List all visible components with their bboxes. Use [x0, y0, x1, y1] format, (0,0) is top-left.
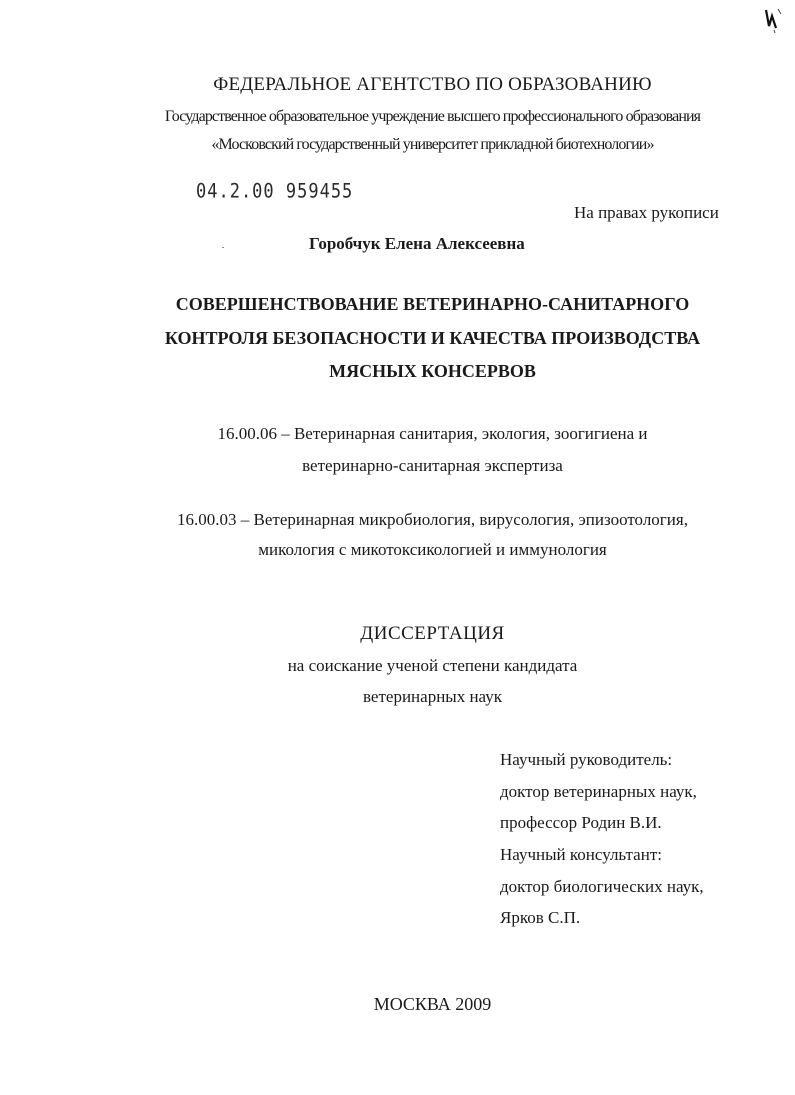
author-name: Горобчук Елена Алексеевна [309, 234, 525, 253]
thesis-title-line-3: МЯСНЫХ КОНСЕРВОВ [329, 361, 536, 381]
dissertation-label: ДИССЕРТАЦИЯ [360, 623, 505, 644]
supervisor-line: Ярков С.П. [500, 908, 581, 927]
supervisor-line: доктор биологических наук, [500, 877, 704, 896]
city-year: МОСКВА 2009 [373, 994, 492, 1014]
thesis-title-line-2: КОНТРОЛЯ БЕЗОПАСНОСТИ И КАЧЕСТВА ПРОИЗВОДСТВА [164, 328, 701, 348]
specialty-1-line-2: ветеринарно-санитарная экспертиза [302, 456, 563, 475]
registration-stamp: 04.2.00 959455 [196, 180, 354, 204]
specialty-1-line-1: 16.00.06 – Ветеринарная санитария, экология, зоогигиена и [217, 424, 648, 443]
institution-line: Государственное образовательное учреждение высшего профессионального образования [164, 108, 701, 125]
agency-heading: ФЕДЕРАЛЬНОЕ АГЕНТСТВО ПО ОБРАЗОВАНИЮ [213, 74, 652, 95]
supervisor-line: доктор ветеринарных наук, [500, 782, 697, 801]
rights-note: На правах рукописи [574, 203, 719, 222]
degree-line-2: ветеринарных наук [363, 687, 502, 706]
university-line: «Московский государственный университет прикладной биотехнологии» [211, 136, 654, 153]
supervisor-line: профессор Родин В.И. [500, 813, 662, 832]
speck [222, 247, 224, 248]
specialty-2-line-2: микология с микотоксикологией и иммунология [258, 540, 607, 559]
thesis-title-line-1: СОВЕРШЕНСТВОВАНИЕ ВЕТЕРИНАРНО-САНИТАРНОГО [175, 294, 690, 314]
specialty-2-line-1: 16.00.03 – Ветеринарная микробиология, вирусология, эпизоотология, [177, 510, 688, 529]
supervisor-line: Научный руководитель: [500, 750, 673, 769]
degree-line-1: на соискание ученой степени кандидата [287, 656, 578, 675]
corner-scan-mark [762, 6, 788, 34]
supervisor-line: Научный консультант: [500, 845, 662, 864]
